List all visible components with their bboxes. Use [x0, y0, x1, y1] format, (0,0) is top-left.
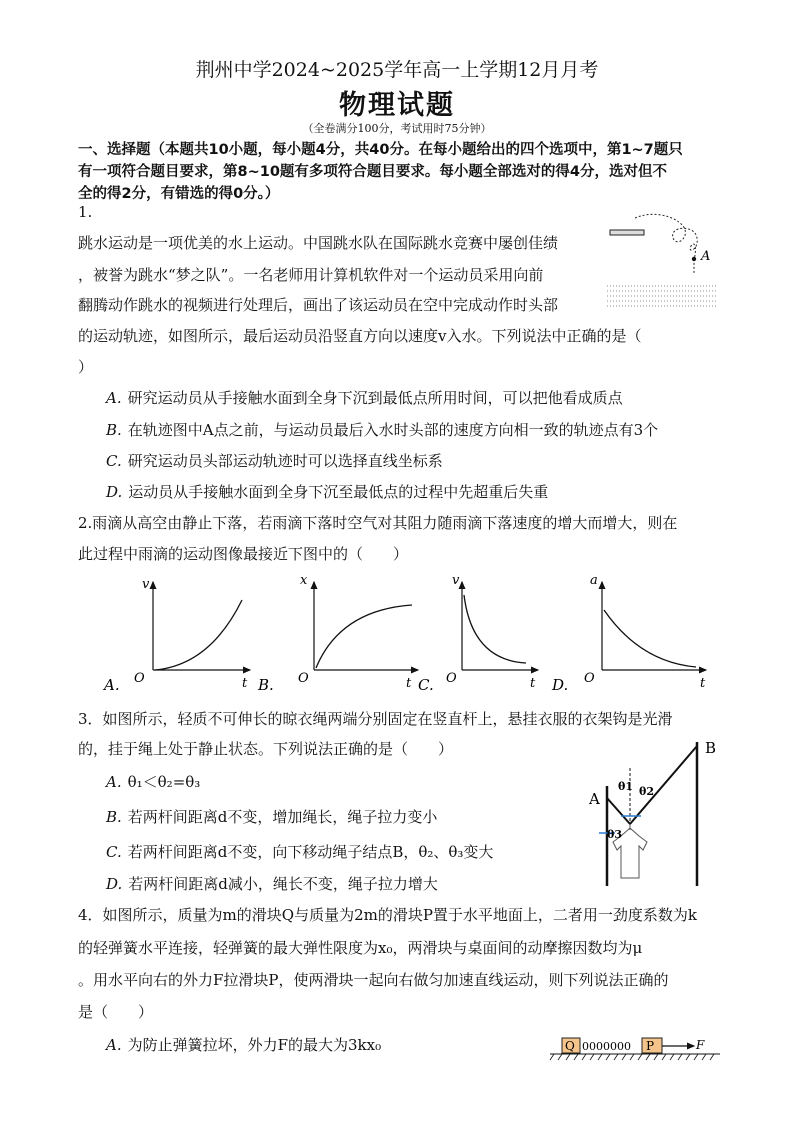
q4-line4: 是（ ）	[78, 1003, 154, 1021]
trajectory-path	[635, 214, 697, 274]
q4-line1: 4．如图所示，质量为m的滑块Q与质量为2m的滑块P置于水平地面上，二者用一劲度系数为k	[78, 906, 698, 924]
q1-line: 翻腾动作跳水的视频进行处理后，画出了该运动员在空中完成动作时头部	[78, 296, 559, 314]
section-instruction-line2: 有一项符合题目要求，第8~10题有多项符合题目要求。每小题全部选对的得4分，选对但不	[78, 164, 668, 180]
option-text: 研究运动员头部运动轨迹时可以选择直线坐标系	[127, 452, 443, 470]
clothesline-figure	[585, 738, 725, 890]
q1-option-a[interactable]	[106, 387, 623, 408]
theta3-label: θ3	[607, 828, 622, 841]
point-a-label: A	[701, 249, 711, 264]
curve	[155, 600, 242, 670]
x-axis-label: t	[530, 676, 536, 691]
q1-option-c[interactable]	[106, 450, 443, 471]
point-a-dot	[692, 257, 696, 261]
curve	[464, 595, 526, 663]
graph-c[interactable]	[418, 573, 538, 694]
point-b-label: B	[705, 739, 717, 757]
option-text: 若两杆间距离d不变，向下移动绳子结点B，θ₂、θ₃变大	[127, 843, 494, 861]
q1-line: 的运动轨迹，如图所示，最后运动员沿竖直方向以速度v入水。下列说法中正确的是（	[78, 327, 642, 345]
q3-line2: 的，挂于绳上处于静止状态。下列说法正确的是（ ）	[78, 740, 454, 758]
option-label: B.	[106, 421, 122, 439]
subject-title: 物理试题	[339, 90, 455, 121]
option-text: θ₁＜θ₂=θ₃	[127, 773, 201, 791]
q4-option-a[interactable]	[106, 1034, 381, 1055]
option-label: C.	[418, 676, 434, 694]
theta2-label: θ2	[639, 785, 654, 798]
force-label: F	[696, 1038, 705, 1052]
option-text: 运动员从手接触水面到全身下沉至最低点的过程中先超重后失重	[128, 483, 549, 501]
q1-option-d[interactable]	[106, 481, 548, 502]
theta1-label: θ1	[618, 780, 633, 793]
y-axis-label: v	[452, 573, 460, 588]
curve	[604, 610, 696, 667]
q3-option-d[interactable]	[106, 873, 438, 894]
section-instruction-line1: 一、选择题（本题共10小题，每小题4分，共40分。在每小题给出的四个选项中，第1~7题只	[78, 142, 683, 158]
option-label: C.	[106, 452, 122, 470]
section-instruction-line3: 全的得2分，有错选的得0分。）	[78, 186, 280, 202]
q2-line2: 此过程中雨滴的运动图像最接近下图中的（ ）	[78, 545, 409, 563]
q3-option-a[interactable]	[106, 771, 200, 792]
graph-b[interactable]	[257, 573, 418, 694]
option-label: B.	[258, 676, 274, 694]
option-label: A.	[104, 676, 120, 694]
q4-line3: 。用水平向右的外力F拉滑块P，使两滑块一起向右做匀加速直线运动，则下列说法正确的	[78, 971, 669, 989]
q4-line2: 的轻弹簧水平连接，轻弹簧的最大弹性限度为x₀，两滑块与桌面间的动摩擦因数均为μ	[78, 939, 643, 957]
block-q-label: Q	[565, 1039, 575, 1053]
spring-blocks-figure	[548, 1034, 723, 1062]
q2-line1: 2.雨滴从高空由静止下落，若雨滴下落时空气对其阻力随雨滴下落速度的增大而增大，则在	[78, 514, 678, 532]
graph-a[interactable]	[102, 577, 250, 694]
spring: 0000000	[582, 1040, 631, 1053]
diving-trajectory-figure	[605, 208, 720, 313]
origin-label: O	[134, 671, 145, 686]
q1-option-b[interactable]	[106, 419, 658, 440]
exam-title: 荆州中学2024~2025学年高一上学期12月月考	[195, 59, 599, 81]
option-label: A.	[106, 773, 122, 791]
curve	[316, 605, 412, 668]
q3-line1: 3．如图所示，轻质不可伸长的晾衣绳两端分别固定在竖直杆上，悬挂衣服的衣架钩是光滑	[78, 710, 673, 728]
origin-label: O	[446, 671, 457, 686]
q1-line: ）	[78, 358, 94, 376]
option-text: 为防止弹簧拉坏，外力F的最大为3kx₀	[127, 1036, 382, 1054]
q1-number: 1.	[78, 203, 93, 221]
option-label: C.	[106, 843, 122, 861]
q3-option-b[interactable]	[106, 806, 437, 827]
y-axis-label: x	[300, 573, 308, 588]
option-label: A.	[106, 389, 122, 407]
x-axis-label: t	[406, 676, 412, 691]
q1-line: ，被誉为跳水“梦之队”。一名老师用计算机软件对一个运动员采用向前	[78, 266, 544, 284]
x-axis-label: t	[242, 676, 248, 691]
option-text: 研究运动员从手接触水面到全身下沉到最低点所用时间，可以把他看成质点	[127, 389, 623, 407]
option-text: 在轨迹图中A点之前，与运动员最后入水时头部的速度方向相一致的轨迹点有3个	[127, 421, 659, 439]
diving-board	[610, 230, 644, 235]
option-label: D.	[106, 875, 123, 893]
origin-label: O	[298, 671, 309, 686]
option-text: 若两杆间距离d减小，绳长不变，绳子拉力增大	[128, 875, 438, 893]
rope-left	[607, 798, 630, 824]
option-label: D.	[106, 483, 123, 501]
y-axis-label: a	[590, 573, 598, 588]
y-axis-label: v	[142, 577, 150, 592]
x-axis-label: t	[700, 676, 706, 691]
point-a-label: A	[589, 790, 600, 808]
graph-d[interactable]	[551, 573, 706, 694]
origin-label: O	[584, 671, 595, 686]
q3-option-c[interactable]	[106, 841, 493, 862]
q1-line: 跳水运动是一项优美的水上运动。中国跳水队在国际跳水竞赛中屡创佳绩	[78, 234, 559, 252]
option-label: A.	[106, 1036, 122, 1054]
water-surface	[607, 286, 717, 306]
q2-graphs	[100, 570, 720, 698]
block-p-label: P	[646, 1039, 655, 1053]
option-text: 若两杆间距离d不变，增加绳长，绳子拉力变小	[127, 808, 438, 826]
exam-note: （全卷满分100分，考试用时75分钟）	[302, 122, 492, 135]
option-label: B.	[106, 808, 122, 826]
option-label: D.	[552, 676, 569, 694]
